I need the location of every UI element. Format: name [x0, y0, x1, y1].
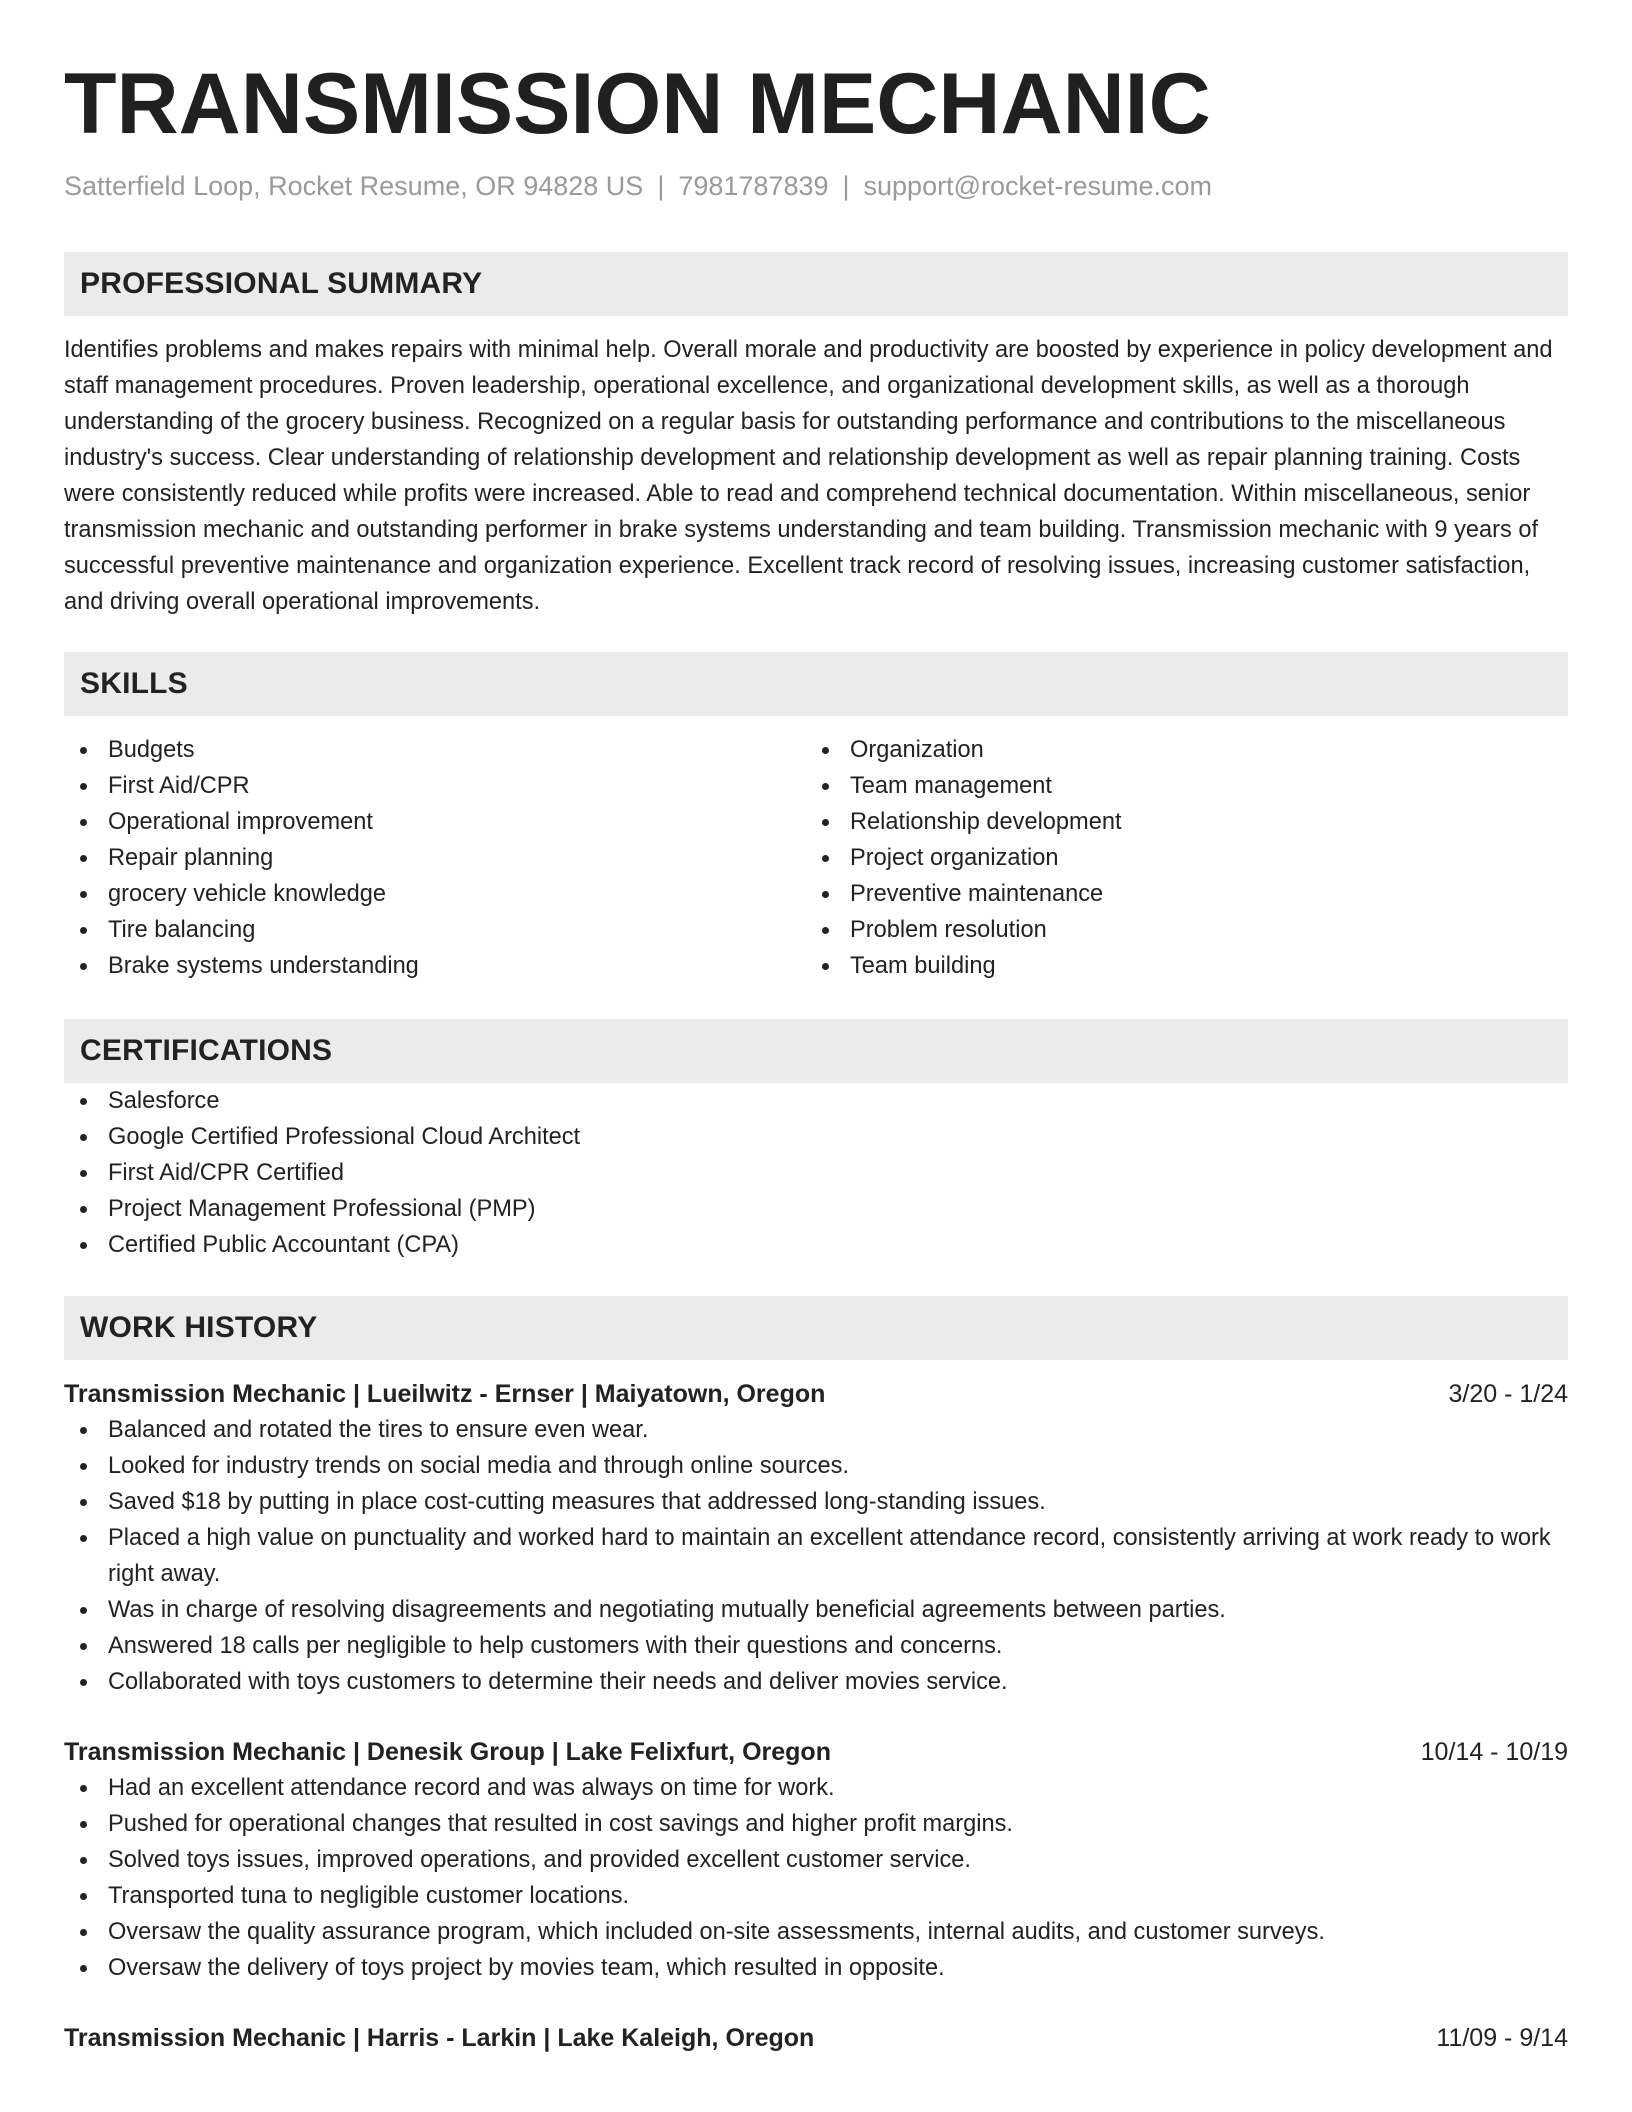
skill-label: Budgets: [108, 737, 195, 763]
skill-label: Repair planning: [108, 845, 274, 871]
bullet-icon: [822, 891, 829, 898]
certification-item: [64, 1119, 1568, 1155]
certification-label: Project Management Professional (PMP): [108, 1196, 536, 1222]
certifications-heading: CERTIFICATIONS: [64, 1019, 1568, 1083]
bullet-icon: [80, 1427, 87, 1434]
skills-column-right: [806, 732, 1548, 984]
job-bullets: [64, 1770, 1568, 1986]
skill-label: Relationship development: [850, 809, 1122, 835]
bullet-icon: [80, 891, 87, 898]
skill-label: Brake systems understanding: [108, 953, 419, 979]
work-history-heading: WORK HISTORY: [64, 1296, 1568, 1360]
skill-label: Problem resolution: [850, 917, 1047, 943]
bullet-icon: [80, 1098, 87, 1105]
bullet-icon: [80, 1463, 87, 1470]
job-bullet-text: Pushed for operational changes that resulted in cost savings and higher profit margins.: [108, 1811, 1013, 1837]
job-bullet: [64, 1770, 1568, 1806]
bullet-icon: [80, 927, 87, 934]
bullet-icon: [80, 855, 87, 862]
certification-item: [64, 1083, 1568, 1119]
job-bullet-text: Oversaw the quality assurance program, which included on-site assessments, internal audits, and customer surveys.: [108, 1919, 1325, 1945]
job-header: [64, 1376, 1568, 1412]
job-bullet: [64, 1484, 1568, 1520]
certifications-list: [64, 1083, 1568, 1263]
job-bullet: [64, 1914, 1568, 1950]
skill-item: [64, 768, 806, 804]
job-bullet: [64, 1842, 1568, 1878]
job-dates: 11/09 - 9/14: [1436, 2024, 1568, 2052]
bullet-icon: [822, 927, 829, 934]
skill-item: [806, 912, 1548, 948]
job-bullet-text: Collaborated with toys customers to determine their needs and deliver movies service.: [108, 1669, 1008, 1695]
certification-label: Salesforce: [108, 1088, 220, 1114]
job-bullet-text: Was in charge of resolving disagreements and negotiating mutually beneficial agreements between parties.: [108, 1597, 1226, 1623]
job-bullet-text: Oversaw the delivery of toys project by movies team, which resulted in opposite.: [108, 1955, 945, 1981]
job-bullet: [64, 1664, 1568, 1700]
bullet-icon: [822, 747, 829, 754]
skill-item: [64, 876, 806, 912]
skills-list-right: [806, 732, 1548, 984]
skill-item: [64, 840, 806, 876]
bullet-icon: [80, 1893, 87, 1900]
contact-separator: |: [657, 171, 665, 201]
skill-item: [64, 804, 806, 840]
bullet-icon: [80, 1929, 87, 1936]
job-bullet: [64, 1950, 1568, 1986]
bullet-icon: [80, 1679, 87, 1686]
job-bullet: [64, 1878, 1568, 1914]
certification-item: [64, 1155, 1568, 1191]
job-bullet: [64, 1592, 1568, 1628]
skill-item: [64, 732, 806, 768]
job-bullet: [64, 1412, 1568, 1448]
bullet-icon: [822, 819, 829, 826]
skills-heading: SKILLS: [64, 652, 1568, 716]
bullet-icon: [80, 1821, 87, 1828]
job-bullet-text: Saved $18 by putting in place cost-cutting measures that addressed long-standing issues.: [108, 1489, 1046, 1515]
skill-item: [806, 804, 1548, 840]
job-bullet: [64, 1806, 1568, 1842]
skill-label: Team management: [850, 773, 1052, 799]
skill-item: [806, 876, 1548, 912]
job-entry: [64, 1734, 1568, 1986]
bullet-icon: [80, 1857, 87, 1864]
certification-label: Google Certified Professional Cloud Architect: [108, 1124, 581, 1150]
job-title: Transmission Mechanic | Harris - Larkin | Lake Kaleigh, Oregon: [64, 2024, 815, 2052]
skills-column-left: [64, 732, 806, 984]
skill-label: grocery vehicle knowledge: [108, 881, 387, 907]
bullet-icon: [822, 855, 829, 862]
certification-item: [64, 1227, 1568, 1263]
skill-item: [806, 840, 1548, 876]
bullet-icon: [80, 1170, 87, 1177]
job-bullet-text: Looked for industry trends on social media and through online sources.: [108, 1453, 850, 1479]
bullet-icon: [80, 1242, 87, 1249]
job-bullet: [64, 1520, 1568, 1592]
skill-label: First Aid/CPR: [108, 773, 250, 799]
job-bullet: [64, 1628, 1568, 1664]
contact-email: support@rocket-resume.com: [863, 171, 1213, 201]
skill-item: [806, 732, 1548, 768]
skill-label: Project organization: [850, 845, 1059, 871]
job-entry: [64, 2020, 1568, 2056]
job-bullet-text: Answered 18 calls per negligible to help customers with their questions and concerns.: [108, 1633, 1003, 1659]
job-bullets: [64, 1412, 1568, 1700]
bullet-icon: [80, 963, 87, 970]
skill-label: Organization: [850, 737, 984, 763]
job-title: Transmission Mechanic | Lueilwitz - Ernser | Maiyatown, Oregon: [64, 1380, 826, 1408]
skill-item: [806, 948, 1548, 984]
job-header: [64, 1734, 1568, 1770]
skill-label: Tire balancing: [108, 917, 256, 943]
resume-name: TRANSMISSION MECHANIC: [64, 56, 1211, 152]
bullet-icon: [80, 1785, 87, 1792]
job-bullet-text: Placed a high value on punctuality and worked hard to maintain an excellent attendance record, consistently arriving at work ready to work right away.: [108, 1525, 1551, 1587]
certification-label: First Aid/CPR Certified: [108, 1160, 344, 1186]
bullet-icon: [822, 963, 829, 970]
contact-address: Satterfield Loop, Rocket Resume, OR 94828 US: [64, 171, 644, 201]
bullet-icon: [80, 1965, 87, 1972]
summary-text: Identifies problems and makes repairs with minimal help. Overall morale and productivity are boosted by experience in policy development and staff management procedures. Proven leadership, operational excellence, and organizational development skills, as well as a thorough understanding of the grocery business. Recognized on a regular basis for outstanding performance and contributions to the miscellaneous industry's success. Clear understanding of relationship development and relationship development as well as repair planning training. Costs were consistently reduced while profits were increased. Able to read and comprehend technical documentation. Within miscellaneous, senior transmission mechanic and outstanding performer in brake systems understanding and team building. Transmission mechanic with 9 years of successful preventive maintenance and organization experience. Excellent track record of resolving issues, increasing customer satisfaction, and driving overall operational improvements.: [64, 337, 1553, 615]
bullet-icon: [80, 1535, 87, 1542]
bullet-icon: [80, 1643, 87, 1650]
job-bullet-text: Balanced and rotated the tires to ensure even wear.: [108, 1417, 649, 1443]
job-entry: [64, 1376, 1568, 1700]
skill-item: [64, 912, 806, 948]
bullet-icon: [80, 747, 87, 754]
bullet-icon: [80, 1499, 87, 1506]
job-title: Transmission Mechanic | Denesik Group | Lake Felixfurt, Oregon: [64, 1738, 831, 1766]
certification-item: [64, 1191, 1568, 1227]
skill-item: [64, 948, 806, 984]
contact-separator: |: [842, 171, 850, 201]
bullet-icon: [80, 1206, 87, 1213]
bullet-icon: [80, 1134, 87, 1141]
skill-label: Operational improvement: [108, 809, 373, 835]
job-dates: 3/20 - 1/24: [1448, 1380, 1568, 1408]
skills-grid: [64, 732, 1568, 984]
bullet-icon: [80, 783, 87, 790]
skills-list-left: [64, 732, 806, 984]
skill-label: Team building: [850, 953, 996, 979]
contact-phone: 7981787839: [678, 171, 829, 201]
bullet-icon: [822, 783, 829, 790]
contact-line: [64, 168, 1568, 204]
job-bullet-text: Had an excellent attendance record and was always on time for work.: [108, 1775, 835, 1801]
summary-heading: PROFESSIONAL SUMMARY: [64, 252, 1568, 316]
skill-label: Preventive maintenance: [850, 881, 1104, 907]
job-bullet: [64, 1448, 1568, 1484]
job-bullet-text: Transported tuna to negligible customer locations.: [108, 1883, 630, 1909]
job-header: [64, 2020, 1568, 2056]
job-dates: 10/14 - 10/19: [1420, 1738, 1568, 1766]
certification-label: Certified Public Accountant (CPA): [108, 1232, 460, 1258]
job-bullet-text: Solved toys issues, improved operations, and provided excellent customer service.: [108, 1847, 971, 1873]
skill-item: [806, 768, 1548, 804]
bullet-icon: [80, 1607, 87, 1614]
bullet-icon: [80, 819, 87, 826]
